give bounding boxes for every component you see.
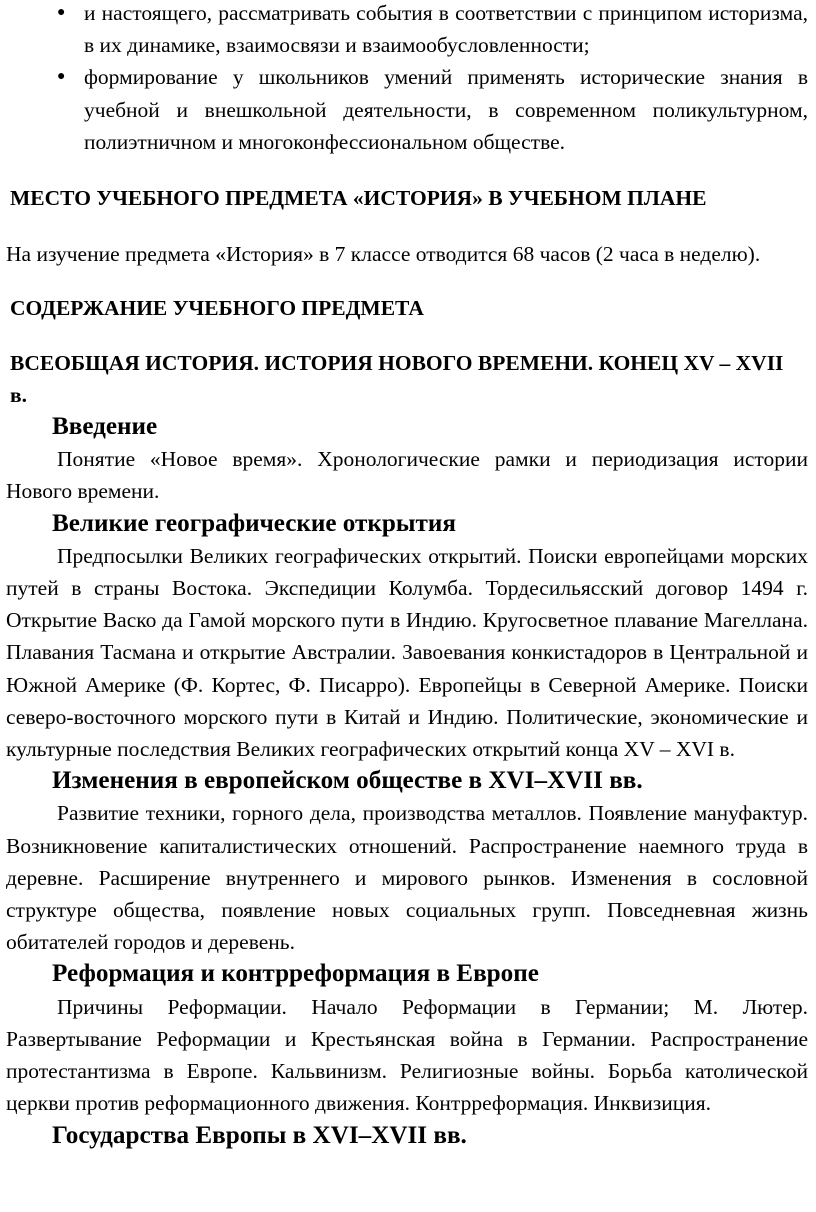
list-item (6, 0, 808, 61)
section-text: Понятие «Новое время». Хронологические рамки и периодизация истории Нового времени. (6, 447, 808, 504)
list-item-text: и настоящего, рассматривать события в соответствии с принципом историзма, в их динамике, взаимосвязи и взаимообусловленности; (84, 1, 808, 58)
section-text: Предпосылки Великих географических открытий. Поиски европейцами морских путей в страны Востока. Экспедиции Колумба. Тордесильясский договор 1494 г. Открытие Васко да Гамой морского пути в Индию. Кругосветное плавание Магеллана. Плавания Тасмана и открытие Австралии. Завоевания конкистадоров в Центральной и Южной Америке (Ф. Кортес, Ф. Писарро). Европейцы в Северной Америке. Поиски северо-восточного морского пути в Китай и Индию. Политические, экономические и культурные последствия Великих географических открытий конца XV – XVI в. (6, 543, 808, 762)
goals-list (6, 0, 808, 158)
section-discoveries (6, 508, 808, 766)
list-item (6, 61, 808, 158)
place-paragraph: На изучение предмета «История» в 7 классе отводится 68 часов (2 часа в неделю). (6, 242, 761, 267)
section-text: Причины Реформации. Начало Реформации в Германии; М. Лютер. Развертывание Реформации и Крестьянская война в Германии. Распространение протестантизма в Европе. Кальвинизм. Религиозные войны. Борьба католической церкви против реформационного движения. Контрреформация. Инквизиция. (6, 994, 808, 1116)
section-title: Реформация и контрреформация в Европе (52, 960, 539, 988)
place-heading: МЕСТО УЧЕБНОГО ПРЕДМЕТА «ИСТОРИЯ» В УЧЕБНОМ ПЛАНЕ (10, 186, 707, 211)
section-title: Великие географические открытия (52, 509, 456, 537)
bullet-icon: ● (57, 69, 66, 85)
section-text: Развитие техники, горного дела, производства металлов. Появление мануфактур. Возникновение капиталистических отношений. Распространение наемного труда в деревне. Расширение внутреннего и мирового рынков. Изменения в сословной структуре общества, появление новых социальных групп. Повседневная жизнь обитателей городов и деревень. (6, 801, 808, 955)
section-reformation (6, 958, 808, 1119)
list-item-text: формирование у школьников умений применять исторические знания в учебной и внешкольной деятельности, в современном поликультурном, полиэтничном и многоконфессиональном обществе. (84, 65, 808, 154)
section-states (6, 1120, 808, 1152)
course-heading: ВСЕОБЩАЯ ИСТОРИЯ. ИСТОРИЯ НОВОГО ВРЕМЕНИ. КОНЕЦ XV – XVII в. (10, 350, 784, 407)
section-title: Изменения в европейском обществе в XVI–XVII вв. (52, 767, 643, 795)
section-title: Введение (52, 413, 158, 441)
bullet-icon: ● (57, 5, 66, 20)
section-title: Государства Европы в XVI–XVII вв. (52, 1121, 467, 1149)
section-intro (6, 411, 808, 508)
content-heading: СОДЕРЖАНИЕ УЧЕБНОГО ПРЕДМЕТА (10, 296, 424, 321)
section-society (6, 765, 808, 958)
